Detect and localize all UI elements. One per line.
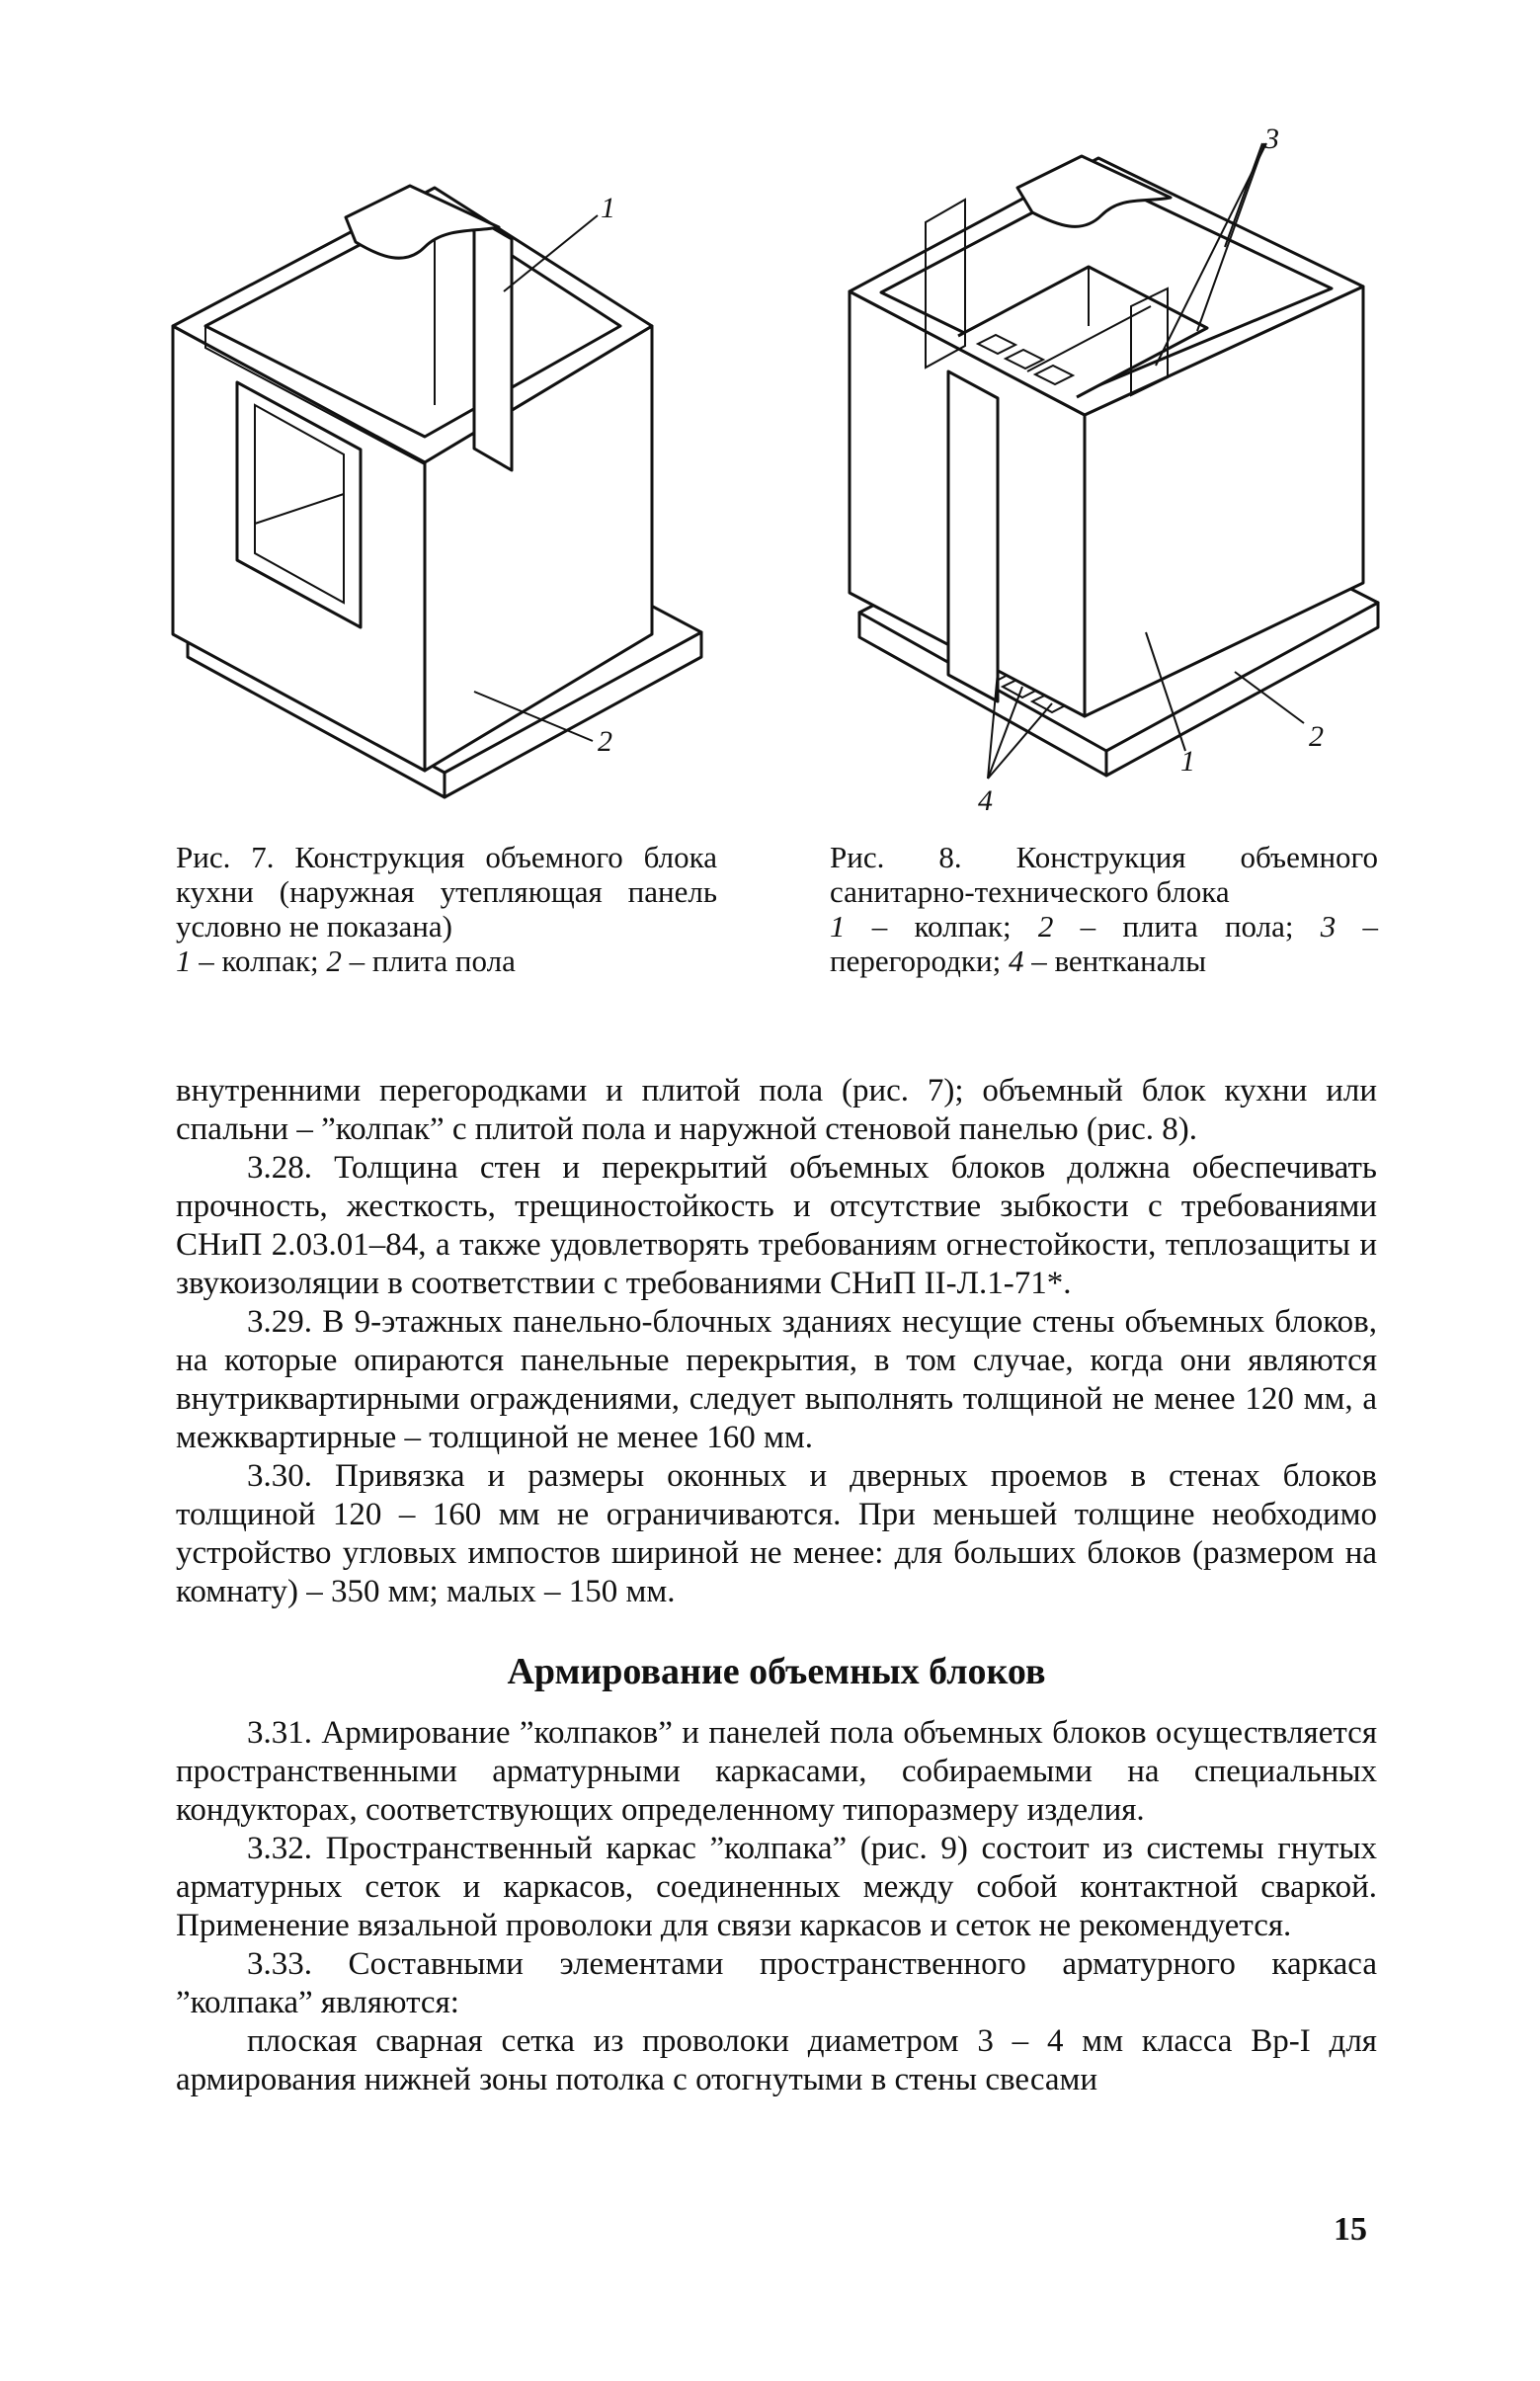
caption-num: 3 — [1320, 909, 1337, 944]
caption-text: – перегородки; — [830, 909, 1379, 978]
page-number: 15 — [1334, 2211, 1367, 2248]
partition-panel — [474, 217, 512, 470]
caption-num: 2 — [1037, 909, 1054, 944]
figure-8-drawing — [830, 119, 1403, 830]
paragraph-3-32: 3.32. Пространственный каркас ”колпака” (рис. 9) состоит из системы гнутых арматурных сеток и каркасов, соединенных между собой контактной сваркой. Применение вязальной проволоки для связи каркасов и сеток не рекомендуется. — [176, 1831, 1377, 1943]
caption-text: – плита пола; — [1053, 909, 1321, 944]
door-opening — [948, 371, 998, 701]
fig7-label-1: 1 — [601, 192, 615, 224]
caption-text: – вентканалы — [1023, 944, 1207, 978]
fig7-label-2: 2 — [598, 725, 612, 758]
paragraph-list-item: плоская сварная сетка из проволоки диаметром 3 – 4 мм класса Вр-I для армирования нижней зоны потолка с отогнутыми в стены свесами — [176, 2023, 1377, 2097]
paragraph-3-29: 3.29. В 9-этажных панельно-блочных зданиях несущие стены объемных блоков, на которые опираются панельные перекрытия, в том случае, когда они являются внутриквартирными ограждениями, следует выполнять толщиной не менее 120 мм, а межквартирные – толщиной не менее 160 мм. — [176, 1304, 1377, 1455]
figure-7-drawing — [148, 119, 731, 810]
caption-text: – плита пола — [341, 944, 516, 978]
figure-7-caption — [176, 840, 717, 978]
fig8-label-2: 2 — [1309, 720, 1324, 753]
body-text-section — [176, 1714, 1377, 2099]
caption-num: 4 — [1008, 944, 1024, 978]
fig8-label-4: 4 — [978, 784, 993, 817]
caption-text: – колпак; — [191, 944, 327, 978]
caption-num: 2 — [326, 944, 342, 978]
paragraph-3-31: 3.31. Армирование ”колпаков” и панелей пола объемных блоков осуществляется пространственными арматурными каркасами, собираемыми на специальных кондукторах, соответствующих определенному типоразмеру изделия. — [176, 1715, 1377, 1828]
caption-num: 1 — [176, 944, 192, 978]
caption-title: Рис. 8. Конструкция объемного санитарно-технического блока — [830, 840, 1378, 909]
paragraph-continuation: внутренними перегородками и плитой пола (рис. 7); объемный блок кухни или спальни – ”колпак” с плитой пола и наружной стеновой панелью (рис. 8). — [176, 1073, 1377, 1147]
body-text-section — [176, 1072, 1377, 1611]
figure-8-caption — [830, 840, 1378, 978]
paragraph-3-28: 3.28. Толщина стен и перекрытий объемных блоков должна обеспечивать прочность, жесткость, трещиностойкость и отсутствие зыбкости с требованиями СНиП 2.03.01–84, а также удовлетворять требованиям огнестойкости, теплозащиты и звукоизоляции в соответствии с требованиями СНиП II-Л.1-71*. — [176, 1150, 1377, 1301]
fig8-label-3: 3 — [1264, 123, 1279, 155]
caption-num: 1 — [830, 909, 846, 944]
caption-text: – колпак; — [845, 909, 1038, 944]
paragraph-3-30: 3.30. Привязка и размеры оконных и дверных проемов в стенах блоков толщиной 120 – 160 мм не ограничиваются. При меньшей толщине необходимо устройство угловых импостов шириной не менее: для больших блоков (размером на комнату) – 350 мм; малых – 150 мм. — [176, 1458, 1377, 1609]
paragraph-3-33: 3.33. Составными элементами пространственного арматурного каркаса ”колпака” являются: — [176, 1946, 1377, 2020]
section-heading: Армирование объемных блоков — [507, 1651, 1046, 1692]
fig8-label-1: 1 — [1180, 745, 1195, 778]
caption-title: Рис. 7. Конструкция объемного блока кухни (наружная утепляющая панель условно не показана) — [176, 840, 717, 944]
